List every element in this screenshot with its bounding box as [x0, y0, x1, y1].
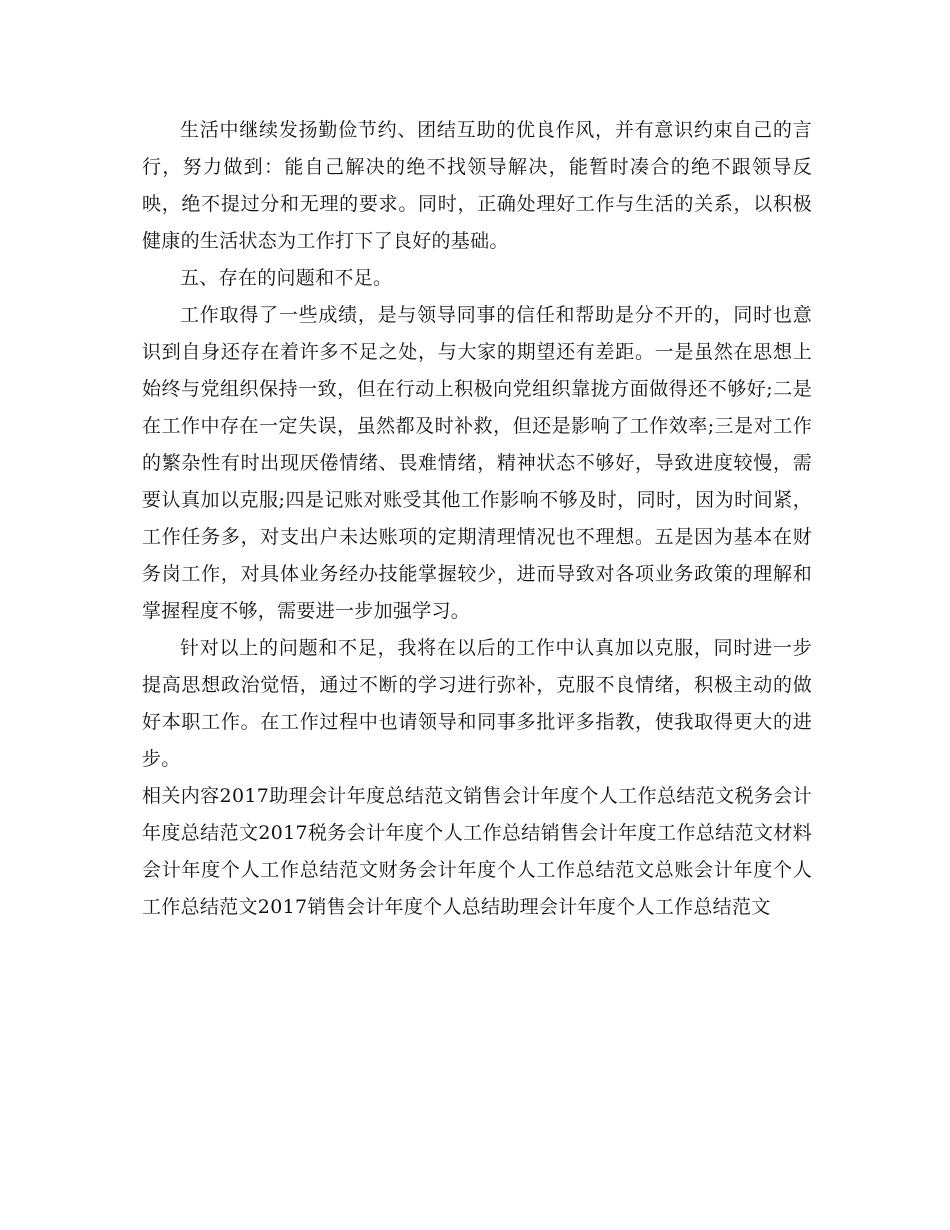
related-content: 相关内容2017助理会计年度总结范文销售会计年度个人工作总结范文税务会计年度总结范文2017税务会计年度个人工作总结销售会计年度工作总结范文材料会计年度个人工作总结范文财务会计年度个人工作总结范文总账会计年度个人工作总结范文2017销售会计年度个人总结助理会计年度个人工作总结范文 [142, 785, 812, 918]
paragraph-shortcomings: 工作取得了一些成绩，是与领导同事的信任和帮助是分不开的，同时也意识到自身还存在着许多不足之处，与大家的期望还有差距。一是虽然在思想上始终与党组织保持一致，但在行动上积极向党组织靠拢方面做得还不够好;二是在工作中存在一定失误，虽然都及时补救，但还是影响了工作效率;三是对工作的繁杂性有时出现厌倦情绪、畏难情绪，精神状态不够好，导致进度较慢，需要认真加以克服;四是记账对账受其他工作影响不够及时，同时，因为时间紧，工作任务多，对支出户未达账项的定期清理情况也不理想。五是因为基本在财务岗工作，对具体业务经办技能掌握较少，进而导致对各项业务政策的理解和掌握程度不够，需要进一步加强学习。 [142, 304, 812, 622]
document-body [142, 112, 812, 926]
paragraph-improvement: 针对以上的问题和不足，我将在以后的工作中认真加以克服，同时进一步提高思想政治觉悟，通过不断的学习进行弥补，克服不良情绪，积极主动的做好本职工作。在工作过程中也请领导和同事多批评多指教，使我取得更大的进步。 [142, 637, 812, 770]
paragraph-lifestyle: 生活中继续发扬勤俭节约、团结互助的优良作风，并有意识约束自己的言行，努力做到：能自己解决的绝不找领导解决，能暂时凑合的绝不跟领导反映，绝不提过分和无理的要求。同时，正确处理好工作与生活的关系，以积极健康的生活状态为工作打下了良好的基础。 [142, 119, 812, 252]
section-heading-problems: 五、存在的问题和不足。 [180, 267, 393, 289]
